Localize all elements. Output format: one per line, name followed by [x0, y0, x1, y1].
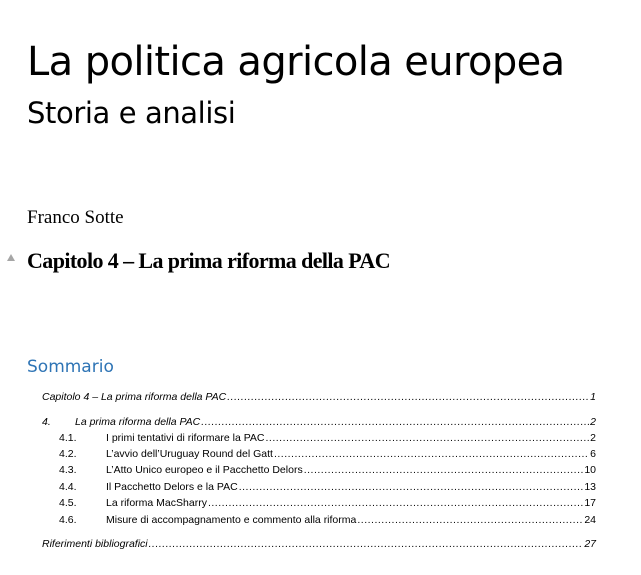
toc-entry-text: Capitolo 4 – La prima riforma della PAC	[42, 391, 227, 403]
toc-entry-page: 27	[584, 538, 596, 550]
toc-leader	[149, 537, 584, 551]
toc-leader	[266, 431, 590, 445]
toc-entry-4-3[interactable]	[59, 463, 596, 477]
toc-entry-number: 4.	[42, 416, 51, 428]
toc-leader	[274, 447, 589, 461]
toc-entry-page: 1	[590, 391, 596, 403]
toc-entry-page: 24	[584, 514, 596, 526]
toc-entry-text: La riforma MacSharry	[106, 497, 207, 509]
toc-entry-text: Il Pacchetto Delors e la PAC	[106, 481, 238, 493]
toc-entry-4-1[interactable]	[59, 431, 596, 445]
toc-entry-4-2[interactable]	[59, 447, 596, 461]
toc-leader	[239, 480, 584, 494]
toc-entry-text: Riferimenti bibliografici	[42, 538, 148, 550]
toc-leader	[357, 513, 583, 527]
toc-entry-4-6[interactable]	[59, 513, 596, 527]
toc-entry-page: 13	[584, 481, 596, 493]
toc-heading: Sommario	[27, 357, 114, 377]
toc-entry-number: 4.6.	[59, 514, 77, 526]
toc-leader	[227, 390, 589, 404]
toc-leader	[208, 496, 583, 510]
document-subtitle: Storia e analisi	[27, 96, 236, 130]
toc-entry-page: 6	[590, 448, 596, 460]
toc-leader	[201, 415, 589, 429]
toc-entry-4-5[interactable]	[59, 496, 596, 510]
toc-entry-chapter-4[interactable]	[42, 390, 596, 404]
chapter-heading: Capitolo 4 – La prima riforma della PAC	[27, 248, 390, 273]
toc-entry-text: L’Atto Unico europeo e il Pacchetto Delors	[106, 464, 303, 476]
toc-entry-page: 2	[590, 432, 596, 444]
toc-entry-text: La prima riforma della PAC	[75, 416, 201, 428]
toc-entry-number: 4.3.	[59, 464, 77, 476]
toc-entry-4-4[interactable]	[59, 480, 596, 494]
toc-entry-page: 17	[584, 497, 596, 509]
toc-entry-number: 4.4.	[59, 481, 77, 493]
document-title: La politica agricola europea	[27, 39, 565, 85]
toc-entry-number: 4.2.	[59, 448, 77, 460]
toc-entry-text: I primi tentativi di riformare la PAC	[106, 432, 265, 444]
toc-entry-text: Misure di accompagnamento e commento alla riforma	[106, 514, 357, 526]
toc-entry-number: 4.5.	[59, 497, 77, 509]
toc-entry-page: 2	[590, 416, 596, 428]
toc-entry-text: L’avvio dell’Uruguay Round del Gatt	[106, 448, 273, 460]
toc-entry-bibliography[interactable]	[42, 537, 596, 551]
author-name: Franco Sotte	[27, 207, 124, 228]
collapse-triangle-icon[interactable]	[7, 254, 15, 261]
toc-entry-number: 4.1.	[59, 432, 77, 444]
toc-entry-page: 10	[584, 464, 596, 476]
toc-leader	[304, 463, 584, 477]
toc-entry-4[interactable]	[42, 415, 596, 429]
